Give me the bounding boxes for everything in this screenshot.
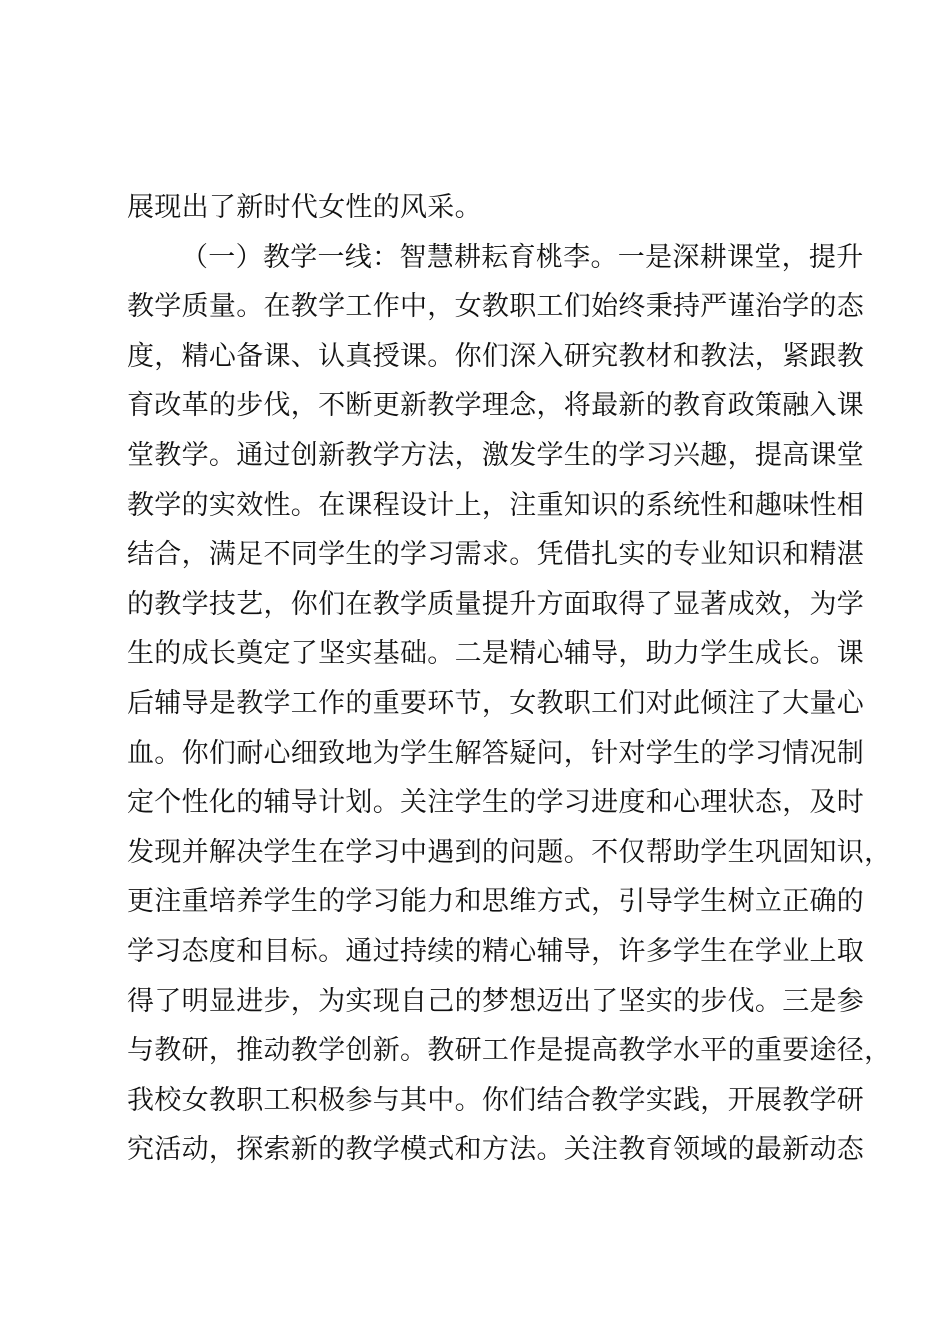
text-line: 定个性化的辅导计划。关注学生的学习进度和心理状态，及时 xyxy=(127,787,865,819)
text-line: 结合，满足不同学生的学习需求。凭借扎实的专业知识和精湛 xyxy=(127,539,865,571)
text-line: 更注重培养学生的学习能力和思维方式，引导学生树立正确的 xyxy=(127,886,865,918)
text-line: 学习态度和目标。通过持续的精心辅导，许多学生在学业上取 xyxy=(127,935,865,967)
text-line: 得了明显进步，为实现自己的梦想迈出了坚实的步伐。三是参 xyxy=(127,985,865,1017)
text-line: 展现出了新时代女性的风采。 xyxy=(127,192,482,223)
text-line: 生的成长奠定了坚实基础。二是精心辅导，助力学生成长。课 xyxy=(127,638,865,670)
document-body-text xyxy=(127,183,892,1175)
text-line: 发现并解决学生在学习中遇到的问题。不仅帮助学生巩固知识， xyxy=(127,836,892,868)
text-line: 堂教学。通过创新教学方法，激发学生的学习兴趣，提高课堂 xyxy=(127,439,865,471)
text-line: 与教研，推动教学创新。教研工作是提高教学水平的重要途径， xyxy=(127,1035,892,1067)
text-line: 教学的实效性。在课程设计上，注重知识的系统性和趣味性相 xyxy=(127,489,865,521)
text-line: 我校女教职工积极参与其中。你们结合教学实践，开展教学研 xyxy=(127,1084,865,1116)
text-line: 教学质量。在教学工作中，女教职工们始终秉持严谨治学的态 xyxy=(127,291,865,323)
text-line: 血。你们耐心细致地为学生解答疑问，针对学生的学习情况制 xyxy=(127,737,865,769)
text-line: 育改革的步伐，不断更新教学理念，将最新的教育政策融入课 xyxy=(127,390,865,422)
text-line: 的教学技艺，你们在教学质量提升方面取得了显著成效，为学 xyxy=(127,588,865,620)
text-line: 究活动，探索新的教学模式和方法。关注教育领域的最新动态 xyxy=(127,1134,865,1166)
text-line: 度，精心备课、认真授课。你们深入研究教材和教法，紧跟教 xyxy=(127,340,865,372)
text-line: 后辅导是教学工作的重要环节，女教职工们对此倾注了大量心 xyxy=(127,687,865,719)
text-line: （一）教学一线：智慧耕耘育桃李。一是深耕课堂，提升 xyxy=(181,241,864,273)
